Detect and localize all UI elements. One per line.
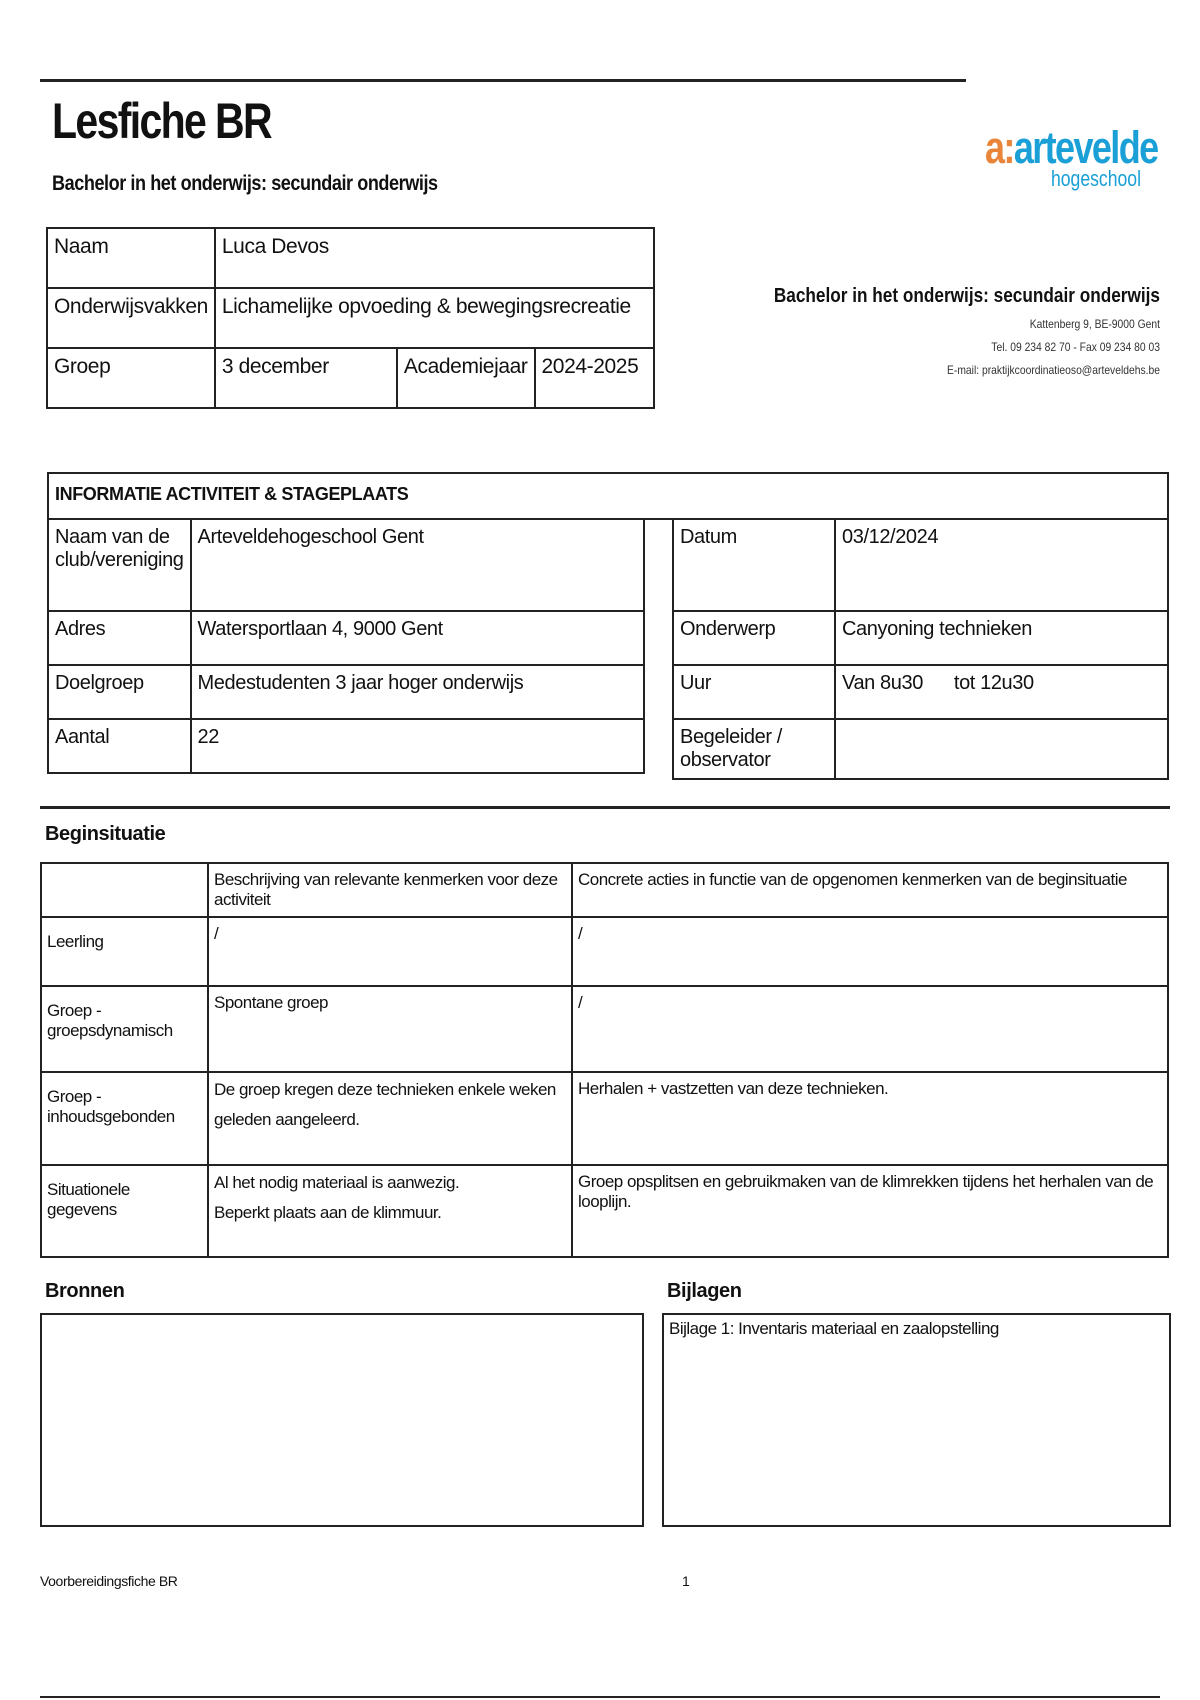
doelgroep-label: Doelgroep (48, 665, 191, 719)
activity-heading: INFORMATIE ACTIVITEIT & STAGEPLAATS (48, 473, 1168, 519)
section-rule (40, 806, 1170, 809)
vakken-value: Lichamelijke opvoeding & bewegingsrecreatie (215, 288, 654, 348)
row-acties: Groep opsplitsen en gebruikmaken van de klimrekken tijdens het herhalen van de looplijn. (572, 1165, 1168, 1257)
row-beschrijving (208, 1165, 572, 1257)
vakken-label: Onderwijsvakken (47, 288, 215, 348)
club-label: Naam van de club/vereniging (48, 519, 191, 611)
beginsituatie-heading: Beginsituatie (45, 823, 166, 845)
header-rule (40, 79, 966, 82)
row-acties: / (572, 917, 1168, 986)
table-row (41, 1072, 1168, 1165)
datum-value: 03/12/2024 (835, 519, 1168, 611)
corner-cell (41, 863, 208, 917)
beschrijving-line-1: Al het nodig materiaal is aanwezig. (214, 1173, 460, 1192)
beschrijving-line-2: Beperkt plaats aan de klimmuur. (214, 1203, 442, 1222)
row-acties: / (572, 986, 1168, 1072)
table-row (41, 1165, 1168, 1257)
institution-email: E-mail: praktijkcoordinatieoso@arteveldehs.be (947, 363, 1160, 377)
uur-tot: tot 12u30 (953, 672, 1034, 694)
uur-van: Van 8u30 (842, 672, 923, 694)
bijlagen-box (662, 1313, 1171, 1527)
academiejaar-label: Academiejaar (397, 348, 535, 408)
begeleider-label: Begeleider / observator (673, 719, 835, 779)
row-beschrijving: De groep kregen deze technieken enkele weken geleden aangeleerd. (208, 1072, 572, 1165)
row-beschrijving: / (208, 917, 572, 986)
col1-header: Beschrijving van relevante kenmerken voor deze activiteit (208, 863, 572, 917)
onderwerp-value: Canyoning technieken (835, 611, 1168, 665)
institution-info (711, 285, 1160, 377)
bijlagen-heading: Bijlagen (667, 1280, 742, 1302)
adres-label: Adres (48, 611, 191, 665)
doelgroep-value: Medestudenten 3 jaar hoger onderwijs (191, 665, 644, 719)
logo-sub: hogeschool (1050, 166, 1141, 191)
row-beschrijving: Spontane groep (208, 986, 572, 1072)
row-acties: Herhalen + vastzetten van deze technieken. (572, 1072, 1168, 1165)
row-label: Groep - groepsdynamisch (41, 986, 208, 1072)
institution-phone: Tel. 09 234 82 70 - Fax 09 234 80 03 (991, 340, 1160, 354)
groep-label: Groep (47, 348, 215, 408)
page-number: 1 (682, 1573, 690, 1589)
logo-brand: artevelde (1013, 122, 1158, 173)
club-value: Arteveldehogeschool Gent (191, 519, 644, 611)
onderwerp-label: Onderwerp (673, 611, 835, 665)
aantal-value: 22 (191, 719, 644, 773)
aantal-label: Aantal (48, 719, 191, 773)
naam-label: Naam (47, 228, 215, 288)
page-title: Lesfiche BR (52, 93, 271, 149)
naam-value: Luca Devos (215, 228, 654, 288)
bronnen-heading: Bronnen (45, 1280, 125, 1302)
row-label: Groep - inhoudsgebonden (41, 1072, 208, 1165)
activity-heading-table (47, 472, 1169, 520)
uur-value (835, 665, 1168, 719)
begeleider-value (835, 719, 1168, 779)
bijlagen-content: Bijlage 1: Inventaris materiaal en zaalopstelling (669, 1319, 999, 1338)
page-subtitle: Bachelor in het onderwijs: secundair onderwijs (52, 172, 438, 195)
artevelde-logo (985, 122, 1158, 192)
student-table (46, 227, 655, 409)
institution-title: Bachelor in het onderwijs: secundair onderwijs (773, 285, 1160, 307)
groep-value: 3 december (215, 348, 397, 408)
activity-right-table (672, 518, 1169, 780)
row-label: Situationele gegevens (41, 1165, 208, 1257)
datum-label: Datum (673, 519, 835, 611)
adres-value: Watersportlaan 4, 9000 Gent (191, 611, 644, 665)
table-row (41, 917, 1168, 986)
footer-rule (40, 1696, 1160, 1698)
col2-header: Concrete acties in functie van de opgenomen kenmerken van de beginsituatie (572, 863, 1168, 917)
academiejaar-value: 2024-2025 (535, 348, 654, 408)
footer-label: Voorbereidingsfiche BR (40, 1573, 178, 1589)
row-label: Leerling (41, 917, 208, 986)
beginsituatie-table (40, 862, 1169, 1258)
activity-left-table (47, 518, 645, 774)
table-row (41, 986, 1168, 1072)
bronnen-content (42, 1315, 642, 1323)
institution-address: Kattenberg 9, BE-9000 Gent (1029, 317, 1160, 331)
uur-label: Uur (673, 665, 835, 719)
logo-mark: a: (985, 122, 1014, 173)
bronnen-box (40, 1313, 644, 1527)
